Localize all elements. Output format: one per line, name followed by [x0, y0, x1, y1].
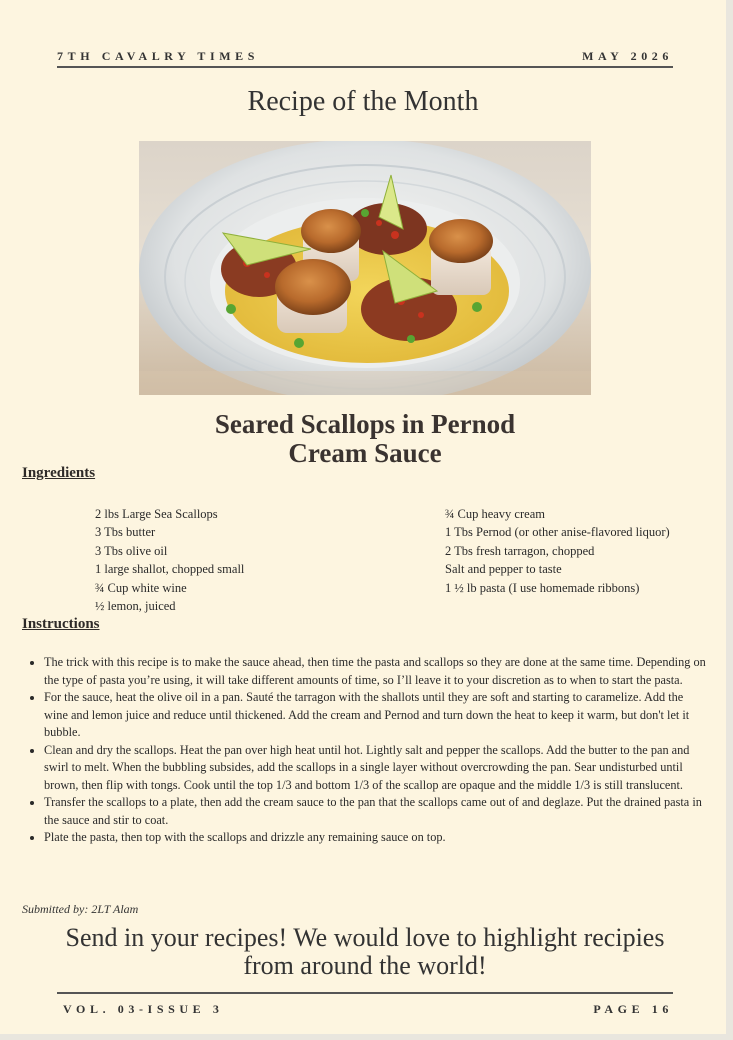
ingredient-item: 1 Tbs Pernod (or other anise-flavored liquor): [445, 525, 670, 540]
ingredients-list-left: [95, 505, 244, 615]
callout-line-1: Send in your recipes! We would love to highlight recipies: [65, 923, 665, 952]
ingredient-item: ½ lemon, juiced: [95, 599, 176, 614]
ingredient-item: ¾ Cup white wine: [95, 580, 187, 595]
ingredient-item: 3 Tbs butter: [95, 525, 156, 540]
section-title: Recipe of the Month: [247, 86, 479, 117]
instruction-step: • Plate the pasta, then top with the scallops and drizzle any remaining sauce on top.: [44, 829, 706, 847]
recipe-photo: [139, 141, 591, 395]
ingredient-item: Salt and pepper to taste: [445, 562, 562, 577]
instruction-step: • Transfer the scallops to a plate, then add the cream sauce to the pan that the scallops came out of and deglaze. Put the drained pasta in the sauce and stir to coat.: [44, 794, 706, 829]
masthead: [57, 44, 673, 68]
scallops-illustration: [139, 141, 591, 395]
recipe-title: [0, 410, 730, 468]
ingredient-item: ¾ Cup heavy cream: [445, 507, 545, 521]
ingredients-heading: Ingredients: [22, 465, 96, 481]
issue-date: MAY 2026: [582, 49, 673, 63]
instruction-step: • The trick with this recipe is to make the sauce ahead, then time the pasta and scallops so they are done at the same time. Depending on the type of pasta you’re using, it will take different amounts of time, so I’ll leave it to your discretion as to when to start the pasta.: [44, 654, 706, 689]
ingredient-item: 3 Tbs olive oil: [95, 543, 168, 558]
instructions-heading: Instructions: [22, 616, 100, 632]
publication-name: 7TH CAVALRY TIMES: [57, 49, 260, 63]
ingredient-item: 1 large shallot, chopped small: [95, 562, 245, 577]
callout-line-2: from around the world!: [243, 951, 487, 980]
instruction-step: • For the sauce, heat the olive oil in a pan. Sauté the tarragon with the shallots until they are soft and starting to caramelize. Add the wine and lemon juice and reduce until thickened. Add the cream and Pernod and turn down the heat to keep it warm, but don't let it bubble.: [44, 689, 706, 742]
ingredient-item: 1 ½ lb pasta (I use homemade ribbons): [445, 580, 640, 595]
ingredient-item: 2 Tbs fresh tarragon, chopped: [445, 543, 595, 558]
page-footer: [57, 992, 673, 1020]
instructions-list: [22, 654, 706, 847]
volume-issue: VOL. 03-ISSUE 3: [63, 1002, 224, 1016]
page-number: PAGE 16: [593, 1002, 673, 1016]
instruction-step: • Clean and dry the scallops. Heat the pan over high heat until hot. Lightly salt and pepper the scallops. Add the butter to the pan and swirl to melt. When the bubbling subsides, add the scallops in a single layer without overcrowding the pan. Sear undisturbed until brown, then flip with tongs. Cook until the top 1/3 and bottom 1/3 of the scallop are opaque and the middle 1/3 is still translucent.: [44, 742, 706, 795]
ingredients-list-right: [445, 505, 670, 597]
recipe-title-line-2: Cream Sauce: [288, 438, 442, 468]
recipe-title-line-1: Seared Scallops in Pernod: [214, 409, 516, 439]
submitted-by: Submitted by: 2LT Alam: [22, 902, 139, 916]
ingredient-item: 2 lbs Large Sea Scallops: [95, 507, 218, 521]
recipe-callout: [0, 924, 730, 980]
